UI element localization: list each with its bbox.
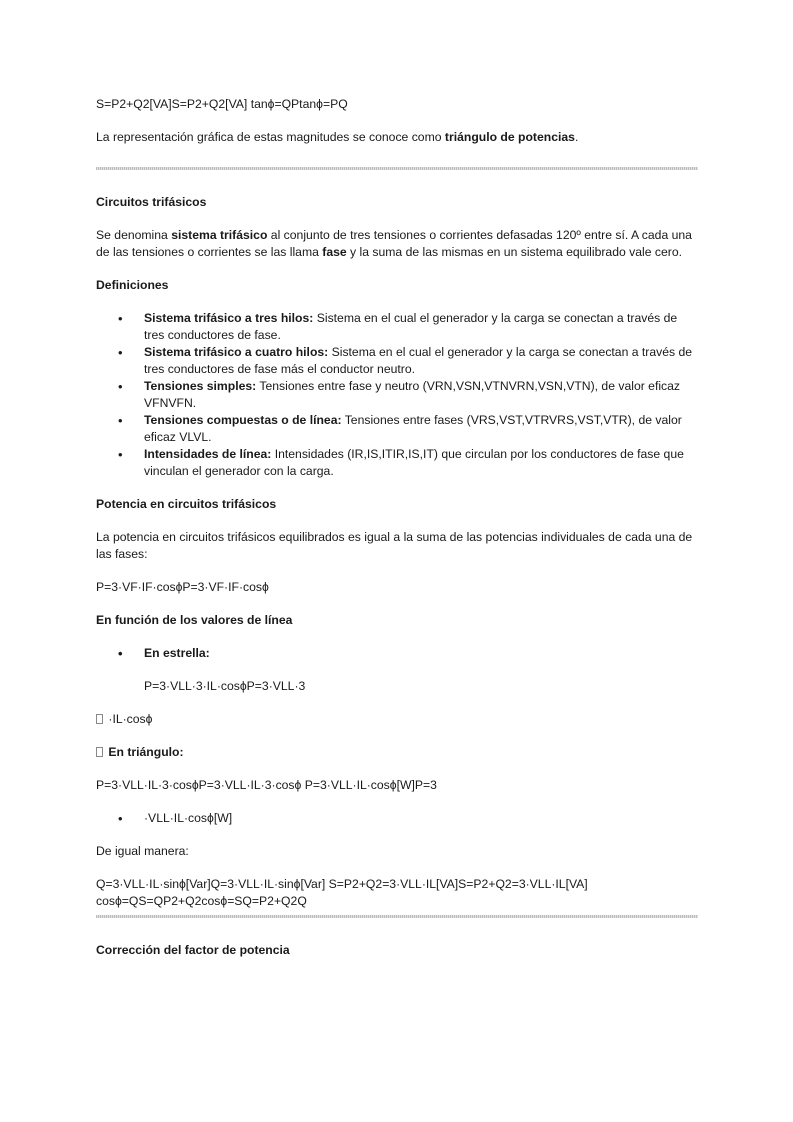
definition-term: Sistema trifásico a cuatro hilos: [144, 345, 329, 359]
list-item [96, 412, 698, 446]
power-triangle-text-a: La representación gráfica de estas magnitudes se conoce como [96, 130, 445, 144]
heading-valores-linea: En función de los valores de línea [96, 613, 293, 627]
star-list [96, 645, 698, 662]
list-item [96, 446, 698, 480]
definition-term: Intensidades de línea: [144, 447, 272, 461]
term-sistema-trifasico: sistema trifásico [171, 228, 268, 242]
document-page [96, 96, 698, 959]
power-triangle-term: triángulo de potencias [444, 130, 575, 144]
heading-definiciones: Definiciones [96, 278, 169, 292]
definition-text: Sistema en el cual el generador y la carga se conectan a través de tres conductores de fase. [144, 311, 678, 342]
triangle-label: En triángulo: [105, 745, 184, 759]
definition-text: Intensidades (IR,IS,ITIR,IS,IT) que circulan por los conductores de fase que vinculan el generador con la carga. [144, 447, 684, 478]
definition-term: Tensiones simples: [144, 379, 257, 393]
formula-power-phase: P=3·VF·IF·cos⁣ϕP=3·VF·IF·cosϕ [96, 580, 269, 594]
power-sum-paragraph: La potencia en circuitos trifásicos equilibrados es igual a la suma de las potencias individuales de cada una de las fases: [96, 530, 693, 561]
definition-term: Tensiones compuestas o de línea: [144, 413, 342, 427]
formula-apparent-power: S=P2+Q2[VA]S=P2+Q2[VA] tan⁣ϕ=QPtanϕ=PQ [96, 97, 348, 111]
formula-reactive-line2: cos⁣ϕ=QS=QP2+Q2cosϕ=SQ=P2+Q2Q [96, 894, 307, 908]
list-item: • ·VLL·IL·cosϕ[W] [96, 810, 698, 827]
paragraph-text: Se denomina [96, 228, 172, 242]
triangle-label-line [96, 744, 698, 761]
list-item [96, 378, 698, 412]
paragraph-text: y la suma de las mismas en un sistema equilibrado vale cero. [346, 245, 682, 259]
power-triangle-text-b: . [574, 130, 579, 144]
list-item: • En estrella: [96, 645, 698, 662]
formula-star-continuation [96, 711, 698, 728]
heading-potencia-trifasica: Potencia en circuitos trifásicos [96, 497, 277, 511]
definition-text: Tensiones entre fase y neutro (VRN,VSN,VTNVRN,VSN,VTN), de valor eficaz VFNVFN. [144, 379, 681, 410]
formula-text: ·IL·cosϕ [105, 712, 153, 726]
definition-text: Tensiones entre fases (VRS,VST,VTRVRS,VST,VTR), de valor eficaz VLVL. [144, 413, 682, 444]
formula-reactive-line1: Q=3·VLL·IL·sin⁣ϕ[Var]Q=3·VLL·IL·sinϕ[Var] S=P2+Q2=3·VLL·IL[VA]S=P2+Q2=3·VLL·IL[VA] [96, 877, 588, 891]
power-triangle-sentence [96, 129, 698, 146]
paragraph-text: al conjunto de tres tensiones o corrientes defasadas 120º entre sí. A cada una de las tensiones o corrientes se las llama [96, 228, 692, 259]
heading-correccion-factor: Corrección del factor de potencia [96, 943, 290, 957]
missing-glyph-icon [96, 747, 103, 757]
formula-star: P=3·VLL·3·IL·cos⁣ϕP=3·VLL·3 [144, 679, 306, 693]
list-item [96, 310, 698, 344]
term-fase: fase [322, 245, 347, 259]
three-phase-definition-paragraph [96, 227, 698, 261]
definition-term: Sistema trifásico a tres hilos: [144, 311, 314, 325]
definition-text: Sistema en el cual el generador y la carga se conectan a través de tres conductores de fase más el conductor neutro. [144, 345, 693, 376]
list-item [96, 344, 698, 378]
heading-circuitos-trifasicos: Circuitos trifásicos [96, 195, 207, 209]
triangle-list [96, 810, 698, 827]
missing-glyph-icon [96, 714, 103, 724]
definitions-list [96, 310, 698, 480]
formula-triangle: P=3·VLL·IL·3·cos⁣ϕP=3·VLL·IL·3·cosϕ P=3·VLL·IL·cos⁣ϕ[W]P=3 [96, 778, 437, 792]
igual-manera-text: De igual manera: [96, 844, 189, 858]
